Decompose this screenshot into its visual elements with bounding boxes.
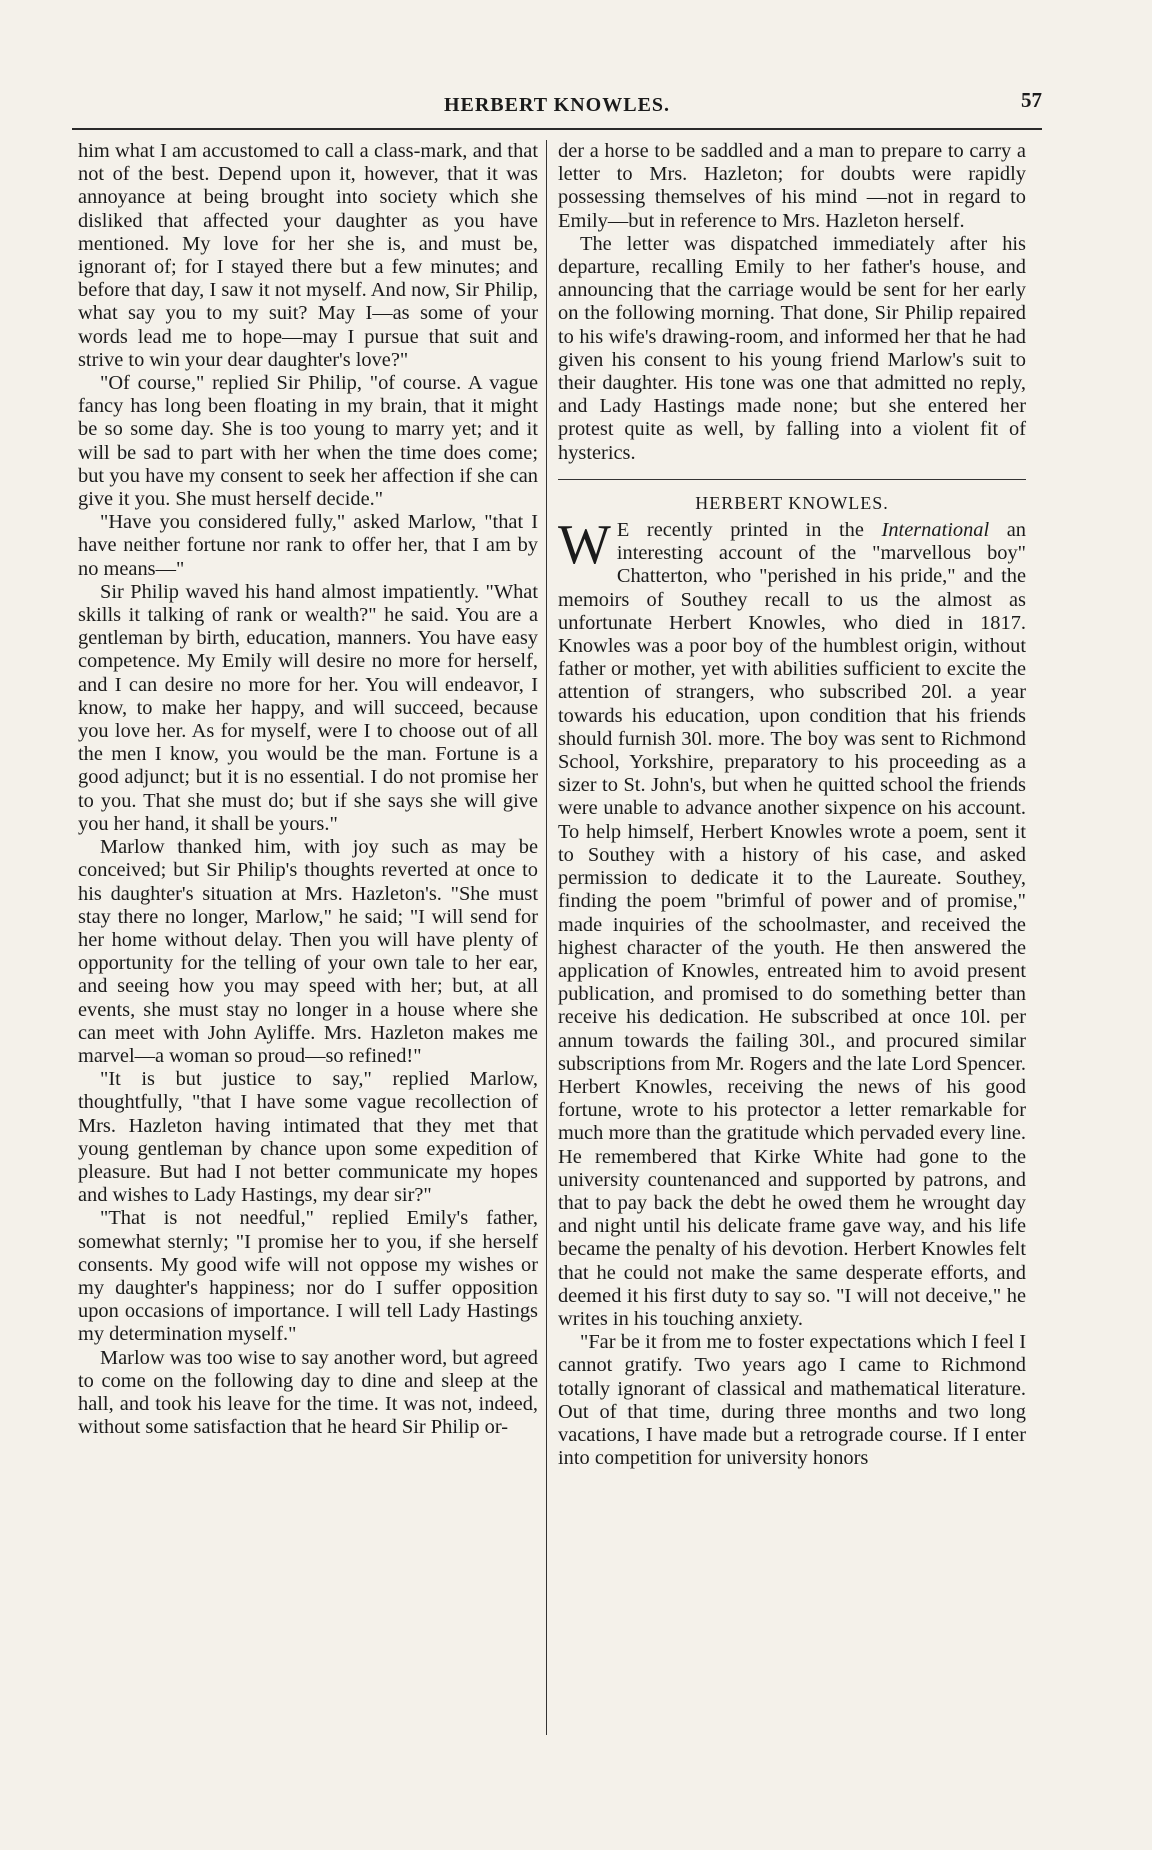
header-rule	[72, 128, 1042, 130]
publication-name: International	[881, 519, 990, 542]
quoted-letter-paragraph: "Far be it from me to foster expectations which I feel I cannot gratify. Two years ago I came to Richmond totally ignorant of classical and mathematical literature. Out of that time, during three months and two long vacations, I have made but a retrograde course. If I enter into competition for university honors	[558, 1331, 1026, 1470]
drop-cap: W	[558, 514, 611, 577]
opening-text: E recently printed in the	[616, 519, 882, 542]
left-column	[78, 140, 538, 1439]
page-header	[72, 88, 1042, 128]
paragraph: "It is but justice to say," replied Marlow, thoughtfully, "that I have some vague recollection of Mrs. Hazleton having intimated that they met that young gentleman by chance upon some expedition of pleasure. But had I not better communicate my hopes and wishes to Lady Hastings, my dear sir?"	[78, 1068, 538, 1207]
paragraph: The letter was dispatched immediately after his departure, recalling Emily to her father's house, and announcing that the carriage would be sent for her early on the following morning. That done, Sir Philip repaired to his wife's drawing-room, and informed her that he had given his consent to his young friend Marlow's suit to their daughter. His tone was one that admitted no reply, and Lady Hastings made none; but she entered her protest quite as well, by falling into a violent fit of hysterics.	[558, 232, 1026, 464]
article-opening-paragraph	[558, 514, 1027, 1331]
paragraph: der a horse to be saddled and a man to prepare to carry a letter to Mrs. Hazleton; for doubts were rapidly possessing themselves of his mind —not in regard to Emily—but in reference to Mrs. Hazleton herself.	[558, 140, 1026, 232]
paragraph: "That is not needful," replied Emily's father, somewhat sternly; "I promise her to you, if she herself consents. My good wife will not oppose my wishes or my daughter's happiness; nor do I suffer opposition upon occasions of importance. I will tell Lady Hastings my determination myself."	[78, 1207, 538, 1346]
right-column	[558, 140, 1026, 1470]
opening-text-rest: an interesting account of the "marvellous boy" Chatterton, who "perished in his pride," and the memoirs of Southey recall to us the almost as unfortunate Herbert Knowles, who died in 1817. Knowles was a poor boy of the humblest origin, without father or mother, yet with abilities sufficient to excite the attention of strangers, who subscribed 20l. a year towards his education, upon condition that his friends should furnish 30l. more. The boy was sent to Richmond School, Yorkshire, preparatory to his proceeding as a sizer to St. John's, but when he quitted school the friends were unable to advance another sixpence on his account. To help himself, Herbert Knowles wrote a poem, sent it to Southey with a history of his case, and asked permission to dedicate it to the Laureate. Southey, finding the poem "brimful of power and of promise," made inquiries of the schoolmaster, and received the highest character of the youth. He then answered the application of Knowles, entreated him to avoid present publication, and promised to do something better than receive his dedication. He subscribed at once 10l. per annum towards the failing 30l., and procured similar subscriptions from Mr. Rogers and the late Lord Spencer. Herbert Knowles, receiving the news of his good fortune, wrote to his protector a letter remarkable for much more than the gratitude which pervaded every line. He remembered that Kirke White had gone to the university countenanced and supported by patrons, and that to pay back the debt he owed them he wrought day and night until his delicate frame gave way, and his life became the penalty of his devotion. Herbert Knowles felt that he could not make the same desperate efforts, and deemed it his first duty to say so. "I will not deceive," he writes in his touching anxiety.	[558, 519, 1027, 1330]
paragraph: "Of course," replied Sir Philip, "of course. A vague fancy has long been floating in my brain, that it might be so some day. She is too young to marry yet; and it will be sad to part with her when the time does come; but you have my consent to seek her affection if she can give it you. She must herself decide."	[78, 372, 538, 511]
column-divider	[546, 140, 547, 1735]
paragraph: Sir Philip waved his hand almost impatiently. "What skills it talking of rank or wealth?" he said. You are a gentleman by birth, education, manners. You have easy competence. My Emily will desire no more for herself, and I can desire no more for her. You will endeavor, I know, to make her happy, and will succeed, because you love her. As for myself, were I to choose out of all the men I know, you would be the man. Fortune is a good adjunct; but it is no essential. I do not promise her to you. That she must do; but if she says she will give you her hand, it shall be yours."	[78, 580, 538, 835]
section-rule	[558, 479, 1026, 480]
page-number: 57	[1021, 88, 1042, 112]
paragraph: Marlow was too wise to say another word, but agreed to come on the following day to dine and sleep at the hall, and took his leave for the time. It was not, indeed, without some satisfaction that he heard Sir Philip or-	[78, 1346, 538, 1439]
paragraph: him what I am accustomed to call a class-mark, and that not of the best. Depend upon it, however, that it was annoyance at being brought into society which she disliked that affected your daughter as you have mentioned. My love for her she is, and must be, ignorant of; for I stayed there but a few minutes; and before that day, I saw it not myself. And now, Sir Philip, what say you to my suit? May I—as some of your words lead me to hope—may I pursue that suit and strive to win your dear daughter's love?"	[78, 140, 538, 371]
running-title: HERBERT KNOWLES.	[443, 94, 671, 116]
paragraph: Marlow thanked him, with joy such as may be conceived; but Sir Philip's thoughts reverted at once to his daughter's situation at Mrs. Hazleton's. "She must stay there no longer, Marlow," he said; "I will send for her home without delay. Then you will have plenty of opportunity for the telling of your own tale to her ear, and seeing how you may speed with her; but, at all events, she must stay no longer in a house where she can meet with John Ayliffe. Mrs. Hazleton makes me marvel—a woman so proud—so refined!"	[78, 836, 538, 1067]
section-title: HERBERT KNOWLES.	[695, 492, 889, 513]
paragraph: "Have you considered fully," asked Marlow, "that I have neither fortune nor rank to offer her, that I am by no means—"	[78, 511, 538, 580]
